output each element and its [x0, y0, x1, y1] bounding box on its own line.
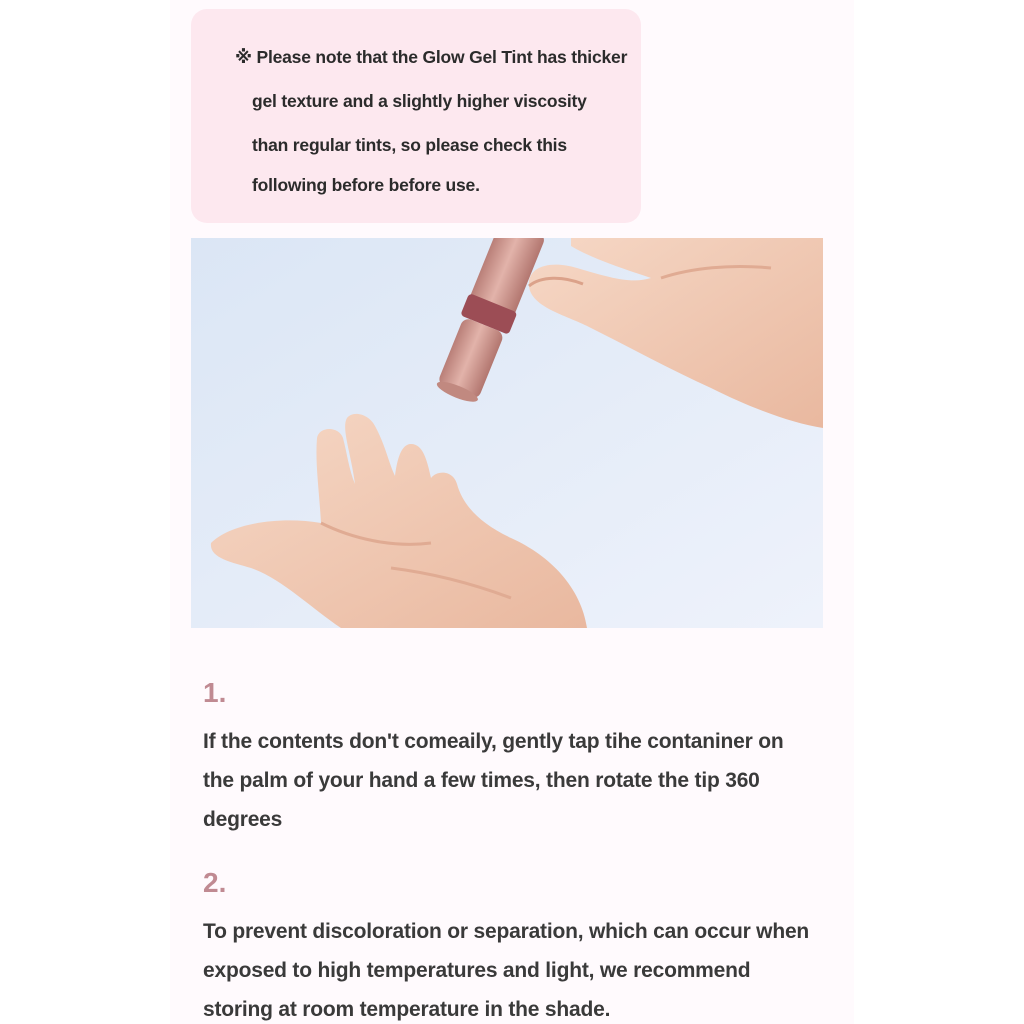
- step-2-line-2: exposed to high temperatures and light, we recommend: [203, 959, 751, 982]
- step-2-line-1: To prevent discoloration or separation, which can occur when: [203, 920, 810, 943]
- step-1-line-3: degrees: [203, 808, 283, 831]
- notice-line-4: following before before use.: [252, 175, 480, 195]
- notice-line-1: ※ Please note that the Glow Gel Tint has thicker: [235, 47, 628, 67]
- hands-tube-illustration: [191, 238, 823, 628]
- step-2-line-3: storing at room temperature in the shade.: [203, 998, 611, 1021]
- step-1-line-1: If the contents don't comeaily, gently tap tihe contaniner on: [203, 730, 784, 753]
- notice-box: [191, 9, 641, 223]
- step-1-line-2: the palm of your hand a few times, then rotate the tip 360: [203, 769, 760, 792]
- product-photo: [191, 238, 823, 628]
- step-2-number: 2.: [203, 867, 227, 898]
- step-1-number: 1.: [203, 677, 227, 708]
- notice-line-2: gel texture and a slightly higher viscosity: [252, 91, 587, 111]
- notice-line-3: than regular tints, so please check this: [252, 135, 567, 155]
